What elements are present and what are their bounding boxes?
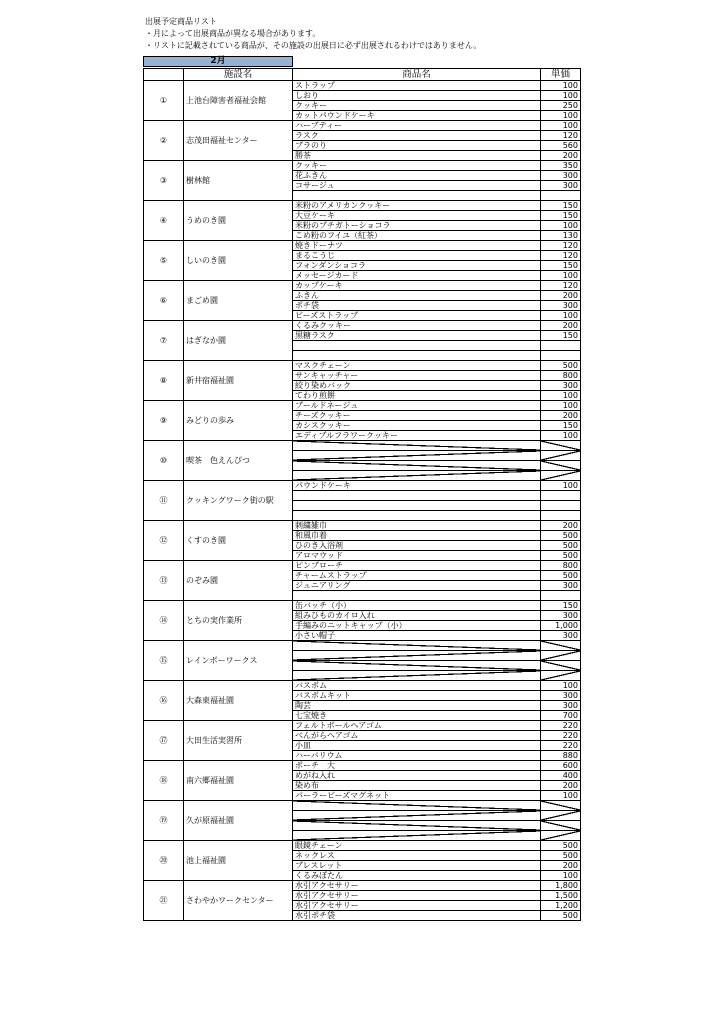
product-price: 100 <box>541 121 581 131</box>
product-price <box>541 351 581 361</box>
crossed-out-product-cell <box>293 831 541 841</box>
product-price: 120 <box>541 281 581 291</box>
product-name <box>293 591 541 601</box>
facility-name: みどりの歩み <box>184 401 293 441</box>
facility-name: のぞみ園 <box>184 561 293 601</box>
product-name: 水引アクセサリー <box>293 901 541 911</box>
product-name: 花ふきん <box>293 171 541 181</box>
table-row <box>144 201 581 211</box>
product-name <box>293 191 541 201</box>
crossed-out-product-cell <box>293 801 541 811</box>
product-price: 100 <box>541 431 581 441</box>
facility-number: ⑭ <box>144 601 184 641</box>
product-price: 100 <box>541 311 581 321</box>
product-price: 500 <box>541 841 581 851</box>
facility-number: ⑨ <box>144 401 184 441</box>
note-line-1: ・月によって出展商品が異なる場合があります。 <box>145 29 321 38</box>
facility-number: ⑤ <box>144 241 184 281</box>
product-price: 200 <box>541 411 581 421</box>
facility-number: ⑰ <box>144 721 184 761</box>
product-name: アロマウッド <box>293 551 541 561</box>
product-price: 200 <box>541 151 581 161</box>
product-name: 米粉のプチガトーショコラ <box>293 221 541 231</box>
crossed-out-price-cell <box>541 641 581 651</box>
table-row <box>144 641 581 651</box>
crossed-out-product-cell <box>293 811 541 821</box>
product-price: 300 <box>541 701 581 711</box>
facility-number: ⑲ <box>144 801 184 841</box>
facility-name: うめのき園 <box>184 201 293 241</box>
table-row <box>144 761 581 771</box>
product-name: 染め布 <box>293 781 541 791</box>
product-price: 100 <box>541 221 581 231</box>
facility-number: ③ <box>144 161 184 201</box>
product-price: 500 <box>541 361 581 371</box>
product-name: バスボム <box>293 681 541 691</box>
product-price: 100 <box>541 81 581 91</box>
product-price <box>541 511 581 521</box>
product-price: 1,500 <box>541 891 581 901</box>
product-price: 700 <box>541 711 581 721</box>
product-name: 陶芸 <box>293 701 541 711</box>
facility-name: さわやかワークセンター <box>184 881 293 921</box>
product-name: ハーバリウム <box>293 751 541 761</box>
product-name: 缶バッチ（小） <box>293 601 541 611</box>
crossed-out-product-cell <box>293 641 541 651</box>
crossed-out-price-cell <box>541 441 581 451</box>
crossed-out-product-cell <box>293 451 541 461</box>
table-row <box>144 521 581 531</box>
header-product: 商品名 <box>293 69 541 81</box>
product-price: 300 <box>541 171 581 181</box>
product-price <box>541 591 581 601</box>
product-price: 300 <box>541 631 581 641</box>
facility-number: ⑫ <box>144 521 184 561</box>
product-price: 500 <box>541 531 581 541</box>
product-name: マスクチェーン <box>293 361 541 371</box>
note-line-2: ・リストに記載されている商品が、その施設の出展日に必ず出展されるわけではありません。 <box>145 41 482 50</box>
table-row <box>144 841 581 851</box>
product-price: 100 <box>541 91 581 101</box>
product-name: ブレスレット <box>293 861 541 871</box>
product-price: 150 <box>541 331 581 341</box>
table-row <box>144 161 581 171</box>
product-price: 350 <box>541 161 581 171</box>
facility-number: ⑩ <box>144 441 184 481</box>
crossed-out-product-cell <box>293 671 541 681</box>
product-name: 勝茶 <box>293 151 541 161</box>
product-price <box>541 341 581 351</box>
crossed-out-product-cell <box>293 441 541 451</box>
crossed-out-price-cell <box>541 821 581 831</box>
table-row <box>144 801 581 811</box>
table-header-row <box>144 69 581 81</box>
product-name: カップケーキ <box>293 281 541 291</box>
crossed-out-product-cell <box>293 661 541 671</box>
product-price: 500 <box>541 571 581 581</box>
table-row <box>144 601 581 611</box>
product-price: 120 <box>541 131 581 141</box>
product-price: 1,200 <box>541 901 581 911</box>
product-name: くるみぼたん <box>293 871 541 881</box>
facility-number: ⑥ <box>144 281 184 321</box>
product-name: サンキャッチャー <box>293 371 541 381</box>
product-name: ブラのり <box>293 141 541 151</box>
product-price: 100 <box>541 481 581 491</box>
product-price: 150 <box>541 261 581 271</box>
product-name: 絞り染めバック <box>293 381 541 391</box>
product-name <box>293 491 541 501</box>
crossed-out-price-cell <box>541 671 581 681</box>
product-name: 焼きドーナツ <box>293 241 541 251</box>
facility-name: 大田生活実習所 <box>184 721 293 761</box>
product-price: 150 <box>541 201 581 211</box>
header-price: 単価 <box>541 69 581 81</box>
product-name <box>293 501 541 511</box>
product-price: 300 <box>541 381 581 391</box>
table-row <box>144 721 581 731</box>
facility-number: ⑦ <box>144 321 184 361</box>
table-row <box>144 241 581 251</box>
facility-name: くすのき園 <box>184 521 293 561</box>
product-price: 400 <box>541 771 581 781</box>
facility-number: ① <box>144 81 184 121</box>
product-list-table <box>143 68 581 921</box>
product-price <box>541 191 581 201</box>
crossed-out-price-cell <box>541 661 581 671</box>
table-row <box>144 321 581 331</box>
product-name: ふきん <box>293 291 541 301</box>
month-label: 2月 <box>143 56 293 67</box>
product-name: こめ粉のフイユ（紅茶） <box>293 231 541 241</box>
product-name: チャームストラップ <box>293 571 541 581</box>
facility-name: 新井宿福祉園 <box>184 361 293 401</box>
product-price: 100 <box>541 681 581 691</box>
crossed-out-price-cell <box>541 651 581 661</box>
product-name: フェルトボールヘアゴム <box>293 721 541 731</box>
product-name: めがね入れ <box>293 771 541 781</box>
product-price: 300 <box>541 581 581 591</box>
product-price: 100 <box>541 791 581 801</box>
product-price: 1,000 <box>541 621 581 631</box>
product-price: 800 <box>541 561 581 571</box>
crossed-out-product-cell <box>293 651 541 661</box>
product-price: 220 <box>541 741 581 751</box>
product-name: コサージュ <box>293 181 541 191</box>
product-price: 200 <box>541 321 581 331</box>
facility-number: ⑳ <box>144 841 184 881</box>
product-price: 100 <box>541 271 581 281</box>
product-price: 100 <box>541 111 581 121</box>
product-price: 500 <box>541 851 581 861</box>
product-name: カットパウンドケーキ <box>293 111 541 121</box>
facility-number: ⑱ <box>144 761 184 801</box>
facility-name: しいのき園 <box>184 241 293 281</box>
product-price: 100 <box>541 871 581 881</box>
crossed-out-price-cell <box>541 811 581 821</box>
product-name: しおり <box>293 91 541 101</box>
table-row <box>144 401 581 411</box>
product-price: 880 <box>541 751 581 761</box>
crossed-out-price-cell <box>541 831 581 841</box>
product-price <box>541 501 581 511</box>
product-name: くるみクッキー <box>293 321 541 331</box>
facility-name: 大森東福祉園 <box>184 681 293 721</box>
facility-name: 喫茶 色えんぴつ <box>184 441 293 481</box>
product-price: 300 <box>541 691 581 701</box>
product-name: 手編みのニットキャップ（小） <box>293 621 541 631</box>
product-name: べんがらヘアゴム <box>293 731 541 741</box>
facility-name: レインボーワークス <box>184 641 293 681</box>
product-price: 220 <box>541 721 581 731</box>
product-price: 1,800 <box>541 881 581 891</box>
product-name: 組みひものカイロ入れ <box>293 611 541 621</box>
document-header <box>145 16 481 52</box>
table-row <box>144 281 581 291</box>
product-price: 300 <box>541 301 581 311</box>
product-price: 500 <box>541 551 581 561</box>
crossed-out-price-cell <box>541 801 581 811</box>
crossed-out-product-cell <box>293 821 541 831</box>
product-name: てわり煎餅 <box>293 391 541 401</box>
product-name: 小皿 <box>293 741 541 751</box>
table-row <box>144 81 581 91</box>
product-name: メッセージカード <box>293 271 541 281</box>
product-name: 黒糖ラスク <box>293 331 541 341</box>
table-row <box>144 681 581 691</box>
product-name: ラスク <box>293 131 541 141</box>
crossed-out-price-cell <box>541 471 581 481</box>
header-number <box>144 69 184 81</box>
product-name: 水引アクセサリー <box>293 891 541 901</box>
product-name: ピンブローチ <box>293 561 541 571</box>
product-price: 200 <box>541 521 581 531</box>
crossed-out-price-cell <box>541 451 581 461</box>
product-name: フォンダンショコラ <box>293 261 541 271</box>
crossed-out-price-cell <box>541 461 581 471</box>
facility-name: 久が原福祉園 <box>184 801 293 841</box>
product-name: ポーチ 大 <box>293 761 541 771</box>
product-name <box>293 511 541 521</box>
product-name: 眼鏡チェーン <box>293 841 541 851</box>
product-name: ジュニアリング <box>293 581 541 591</box>
product-price: 150 <box>541 601 581 611</box>
table-row <box>144 441 581 451</box>
facility-number: ⑧ <box>144 361 184 401</box>
table-row <box>144 361 581 371</box>
product-name: 水引ポチ袋 <box>293 911 541 921</box>
product-name: パーラービーズマグネット <box>293 791 541 801</box>
product-price: 150 <box>541 421 581 431</box>
crossed-out-product-cell <box>293 461 541 471</box>
product-price: 250 <box>541 101 581 111</box>
facility-name: 樹林館 <box>184 161 293 201</box>
product-price: 560 <box>541 141 581 151</box>
product-name: 和風巾着 <box>293 531 541 541</box>
product-price: 100 <box>541 391 581 401</box>
table-body <box>144 81 581 921</box>
product-name: ポチ袋 <box>293 301 541 311</box>
facility-number: ⑪ <box>144 481 184 521</box>
product-name: パウンドケーキ <box>293 481 541 491</box>
product-name: クッキー <box>293 161 541 171</box>
table-row <box>144 481 581 491</box>
product-name: バスボムキット <box>293 691 541 701</box>
product-price: 130 <box>541 231 581 241</box>
product-name: 刺繍雑巾 <box>293 521 541 531</box>
facility-name: 南六郷福祉園 <box>184 761 293 801</box>
product-price: 220 <box>541 731 581 741</box>
product-name: 大豆ケーキ <box>293 211 541 221</box>
product-name <box>293 351 541 361</box>
product-name: 米粉のアメリカンクッキー <box>293 201 541 211</box>
product-price: 600 <box>541 761 581 771</box>
crossed-out-product-cell <box>293 471 541 481</box>
table-row <box>144 881 581 891</box>
facility-number: ㉑ <box>144 881 184 921</box>
product-name: ネックレス <box>293 851 541 861</box>
table-row <box>144 121 581 131</box>
product-price <box>541 491 581 501</box>
product-name: ブールドネージュ <box>293 401 541 411</box>
facility-name: 上池台障害者福祉会館 <box>184 81 293 121</box>
product-name: ハーブティー <box>293 121 541 131</box>
facility-name: まごめ園 <box>184 281 293 321</box>
product-name: 水引アクセサリー <box>293 881 541 891</box>
table-row <box>144 561 581 571</box>
facility-name: 池上福祉園 <box>184 841 293 881</box>
facility-name: 志茂田福祉センター <box>184 121 293 161</box>
facility-name: はぎなか園 <box>184 321 293 361</box>
product-price: 300 <box>541 181 581 191</box>
product-price: 100 <box>541 401 581 411</box>
product-name: チーズクッキー <box>293 411 541 421</box>
facility-number: ⑬ <box>144 561 184 601</box>
product-name: 七宝焼き <box>293 711 541 721</box>
product-price: 500 <box>541 911 581 921</box>
product-name <box>293 341 541 351</box>
product-name: カシスクッキー <box>293 421 541 431</box>
product-price: 800 <box>541 371 581 381</box>
product-name: ビーズストラップ <box>293 311 541 321</box>
product-name: クッキー <box>293 101 541 111</box>
product-name: ひのき入浴剤 <box>293 541 541 551</box>
facility-number: ④ <box>144 201 184 241</box>
facility-number: ⑮ <box>144 641 184 681</box>
facility-name: とちの実作業所 <box>184 601 293 641</box>
product-price: 120 <box>541 241 581 251</box>
facility-number: ⑯ <box>144 681 184 721</box>
product-name: エディブルフラワークッキー <box>293 431 541 441</box>
product-price: 120 <box>541 251 581 261</box>
document-title: 出展予定商品リスト <box>145 17 217 26</box>
product-price: 200 <box>541 861 581 871</box>
product-name: ストラップ <box>293 81 541 91</box>
facility-number: ② <box>144 121 184 161</box>
product-price: 200 <box>541 291 581 301</box>
product-price: 150 <box>541 211 581 221</box>
product-price: 200 <box>541 781 581 791</box>
product-price: 500 <box>541 541 581 551</box>
product-name: 小さい帽子 <box>293 631 541 641</box>
facility-name: クッキングワーク街の駅 <box>184 481 293 521</box>
header-facility: 施設名 <box>184 69 293 81</box>
product-price: 300 <box>541 611 581 621</box>
product-name: まるこうじ <box>293 251 541 261</box>
